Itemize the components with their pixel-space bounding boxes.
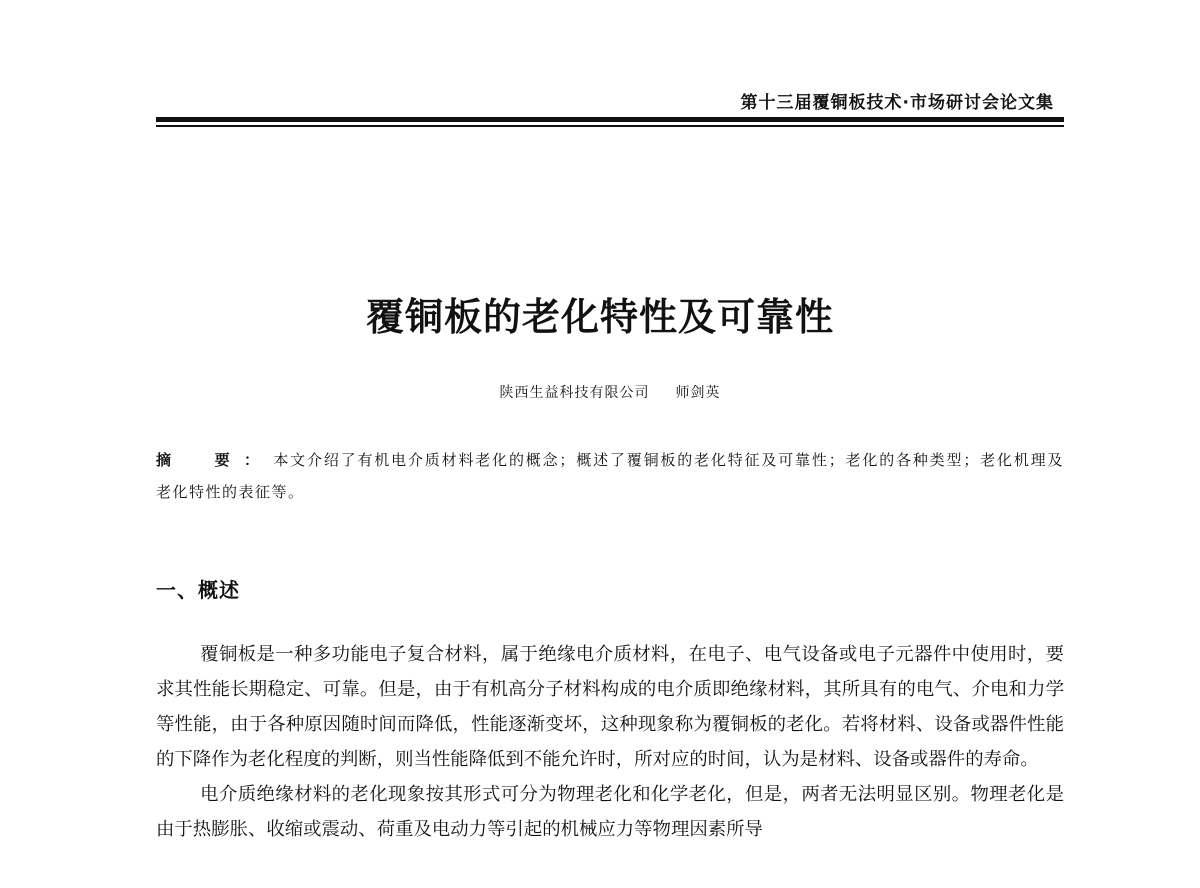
running-header: 第十三届覆铜板技术·市场研讨会论文集 xyxy=(740,93,1054,113)
section-heading: 一、概述 xyxy=(156,578,240,602)
body-paragraph: 电介质绝缘材料的老化现象按其形式可分为物理老化和化学老化，但是，两者无法明显区别。物理老化是由于热膨胀、收缩或震动、荷重及电动力等引起的机械应力等物理因素所导 xyxy=(156,784,1064,840)
body-paragraph: 覆铜板是一种多功能电子复合材料，属于绝缘电介质材料，在电子、电气设备或电子元器件中使用时，要求其性能长期稳定、可靠。但是，由于有机高分子材料构成的电介质即绝缘材料，其所具有的电气、介电和力学等性能，由于各种原因随时间而降低，性能逐渐变坏，这种现象称为覆铜板的老化。若将材料、设备或器件性能的下降作为老化程度的判断，则当性能降低到不能允许时，所对应的时间，认为是材料、设备或器件的寿命。 xyxy=(156,644,1064,770)
header-rule-thick xyxy=(156,117,1064,122)
abstract xyxy=(156,444,1064,508)
author-line xyxy=(0,382,1200,402)
header-rule-thin xyxy=(156,125,1064,127)
body-text xyxy=(156,637,1064,847)
affiliation: 陕西生益科技有限公司 xyxy=(499,385,650,401)
abstract-label: 摘 要： xyxy=(156,451,274,469)
paper-title: 覆铜板的老化特性及可靠性 xyxy=(365,295,834,339)
abstract-text: 本文介绍了有机电介质材料老化的概念；概述了覆铜板的老化特征及可靠性；老化的各种类型；老化机理及老化特性的表征等。 xyxy=(156,451,1064,501)
author-name: 师剑英 xyxy=(675,385,721,401)
